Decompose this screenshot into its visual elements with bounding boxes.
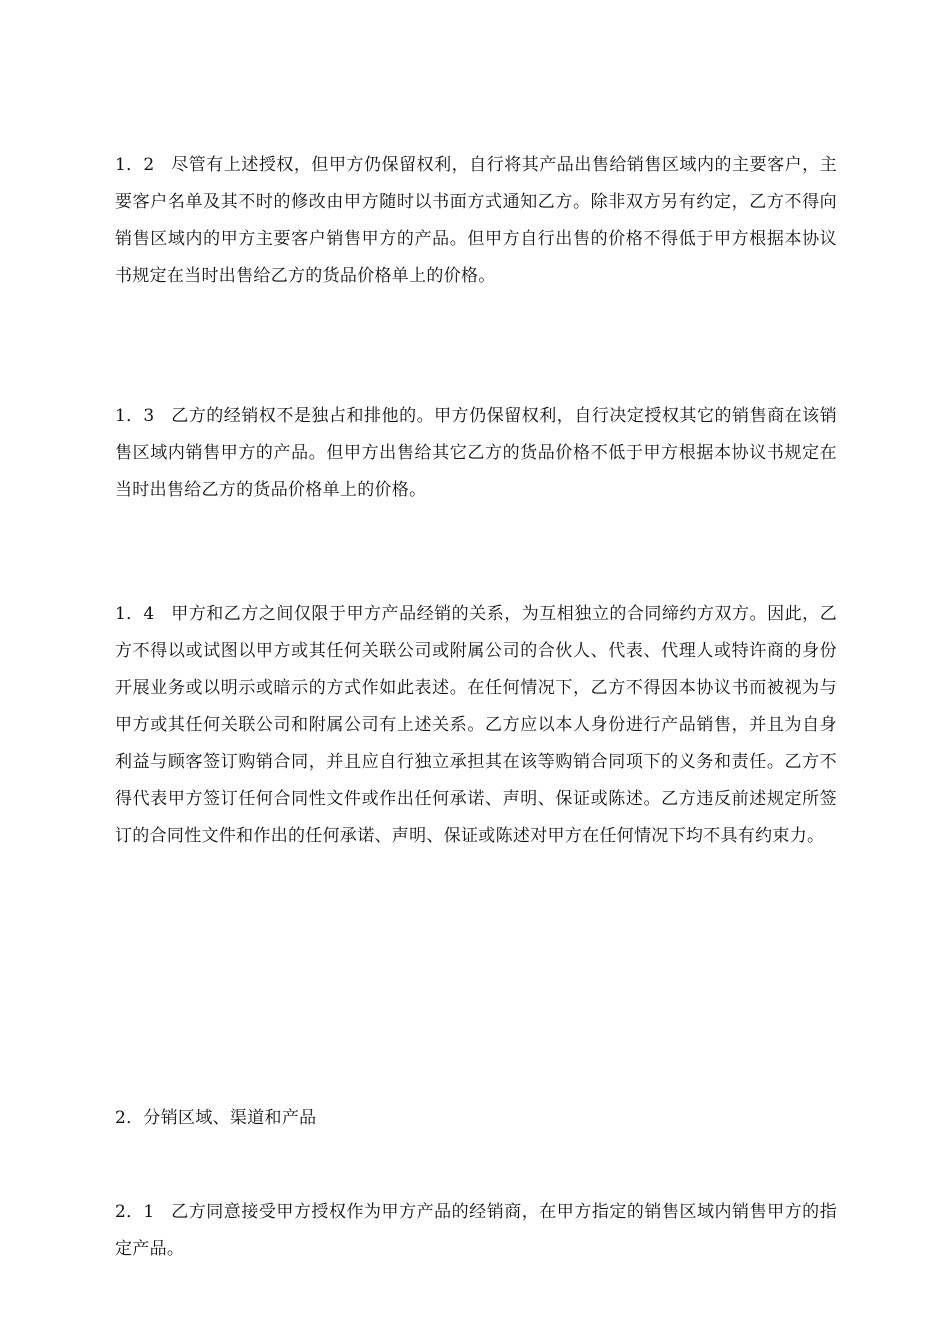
- clause-2-1: [115, 1194, 837, 1268]
- section-heading: 2．分销区域、渠道和产品: [115, 1108, 317, 1128]
- clause-number: 1．2: [115, 155, 155, 175]
- clause-text: 尽管有上述授权，但甲方仍保留权利，自行将其产品出售给销售区域内的主要客户，主要客户名单及其不时的修改由甲方随时以书面方式通知乙方。除非双方另有约定，乙方不得向销售区域内的甲方主要客户销售甲方的产品。但甲方自行出售的价格不得低于甲方根据本协议书规定在当时出售给乙方的货品价格单上的价格。: [115, 155, 837, 286]
- clause-text: 乙方同意接受甲方授权作为甲方产品的经销商，在甲方指定的销售区域内销售甲方的指定产品。: [115, 1202, 837, 1259]
- clause-text: 甲方和乙方之间仅限于甲方产品经销的关系，为互相独立的合同缔约方双方。因此，乙方不得以或试图以甲方或其任何关联公司或附属公司的合伙人、代表、代理人或特许商的身份开展业务或以明示或暗示的方式作如此表述。在任何情况下，乙方不得因本协议书而被视为与甲方或其任何关联公司和附属公司有上述关系。乙方应以本人身份进行产品销售，并且为自身利益与顾客签订购销合同，并且应自行独立承担其在该等购销合同项下的义务和责任。乙方不得代表甲方签订任何合同性文件或作出任何承诺、声明、保证或陈述。乙方违反前述规定所签订的合同性文件和作出的任何承诺、声明、保证或陈述对甲方在任何情况下均不具有约束力。: [115, 604, 837, 846]
- clause-1-3: [115, 398, 837, 509]
- clause-1-2: [115, 147, 837, 295]
- clause-number: 2．1: [115, 1202, 155, 1222]
- clause-number: 1．4: [115, 604, 155, 624]
- clause-text: 乙方的经销权不是独占和排他的。甲方仍保留权利，自行决定授权其它的销售商在该销售区域内销售甲方的产品。但甲方出售给其它乙方的货品价格不低于甲方根据本协议书规定在当时出售给乙方的货品价格单上的价格。: [115, 406, 837, 500]
- clause-number: 1．3: [115, 406, 155, 426]
- clause-1-4: [115, 596, 837, 855]
